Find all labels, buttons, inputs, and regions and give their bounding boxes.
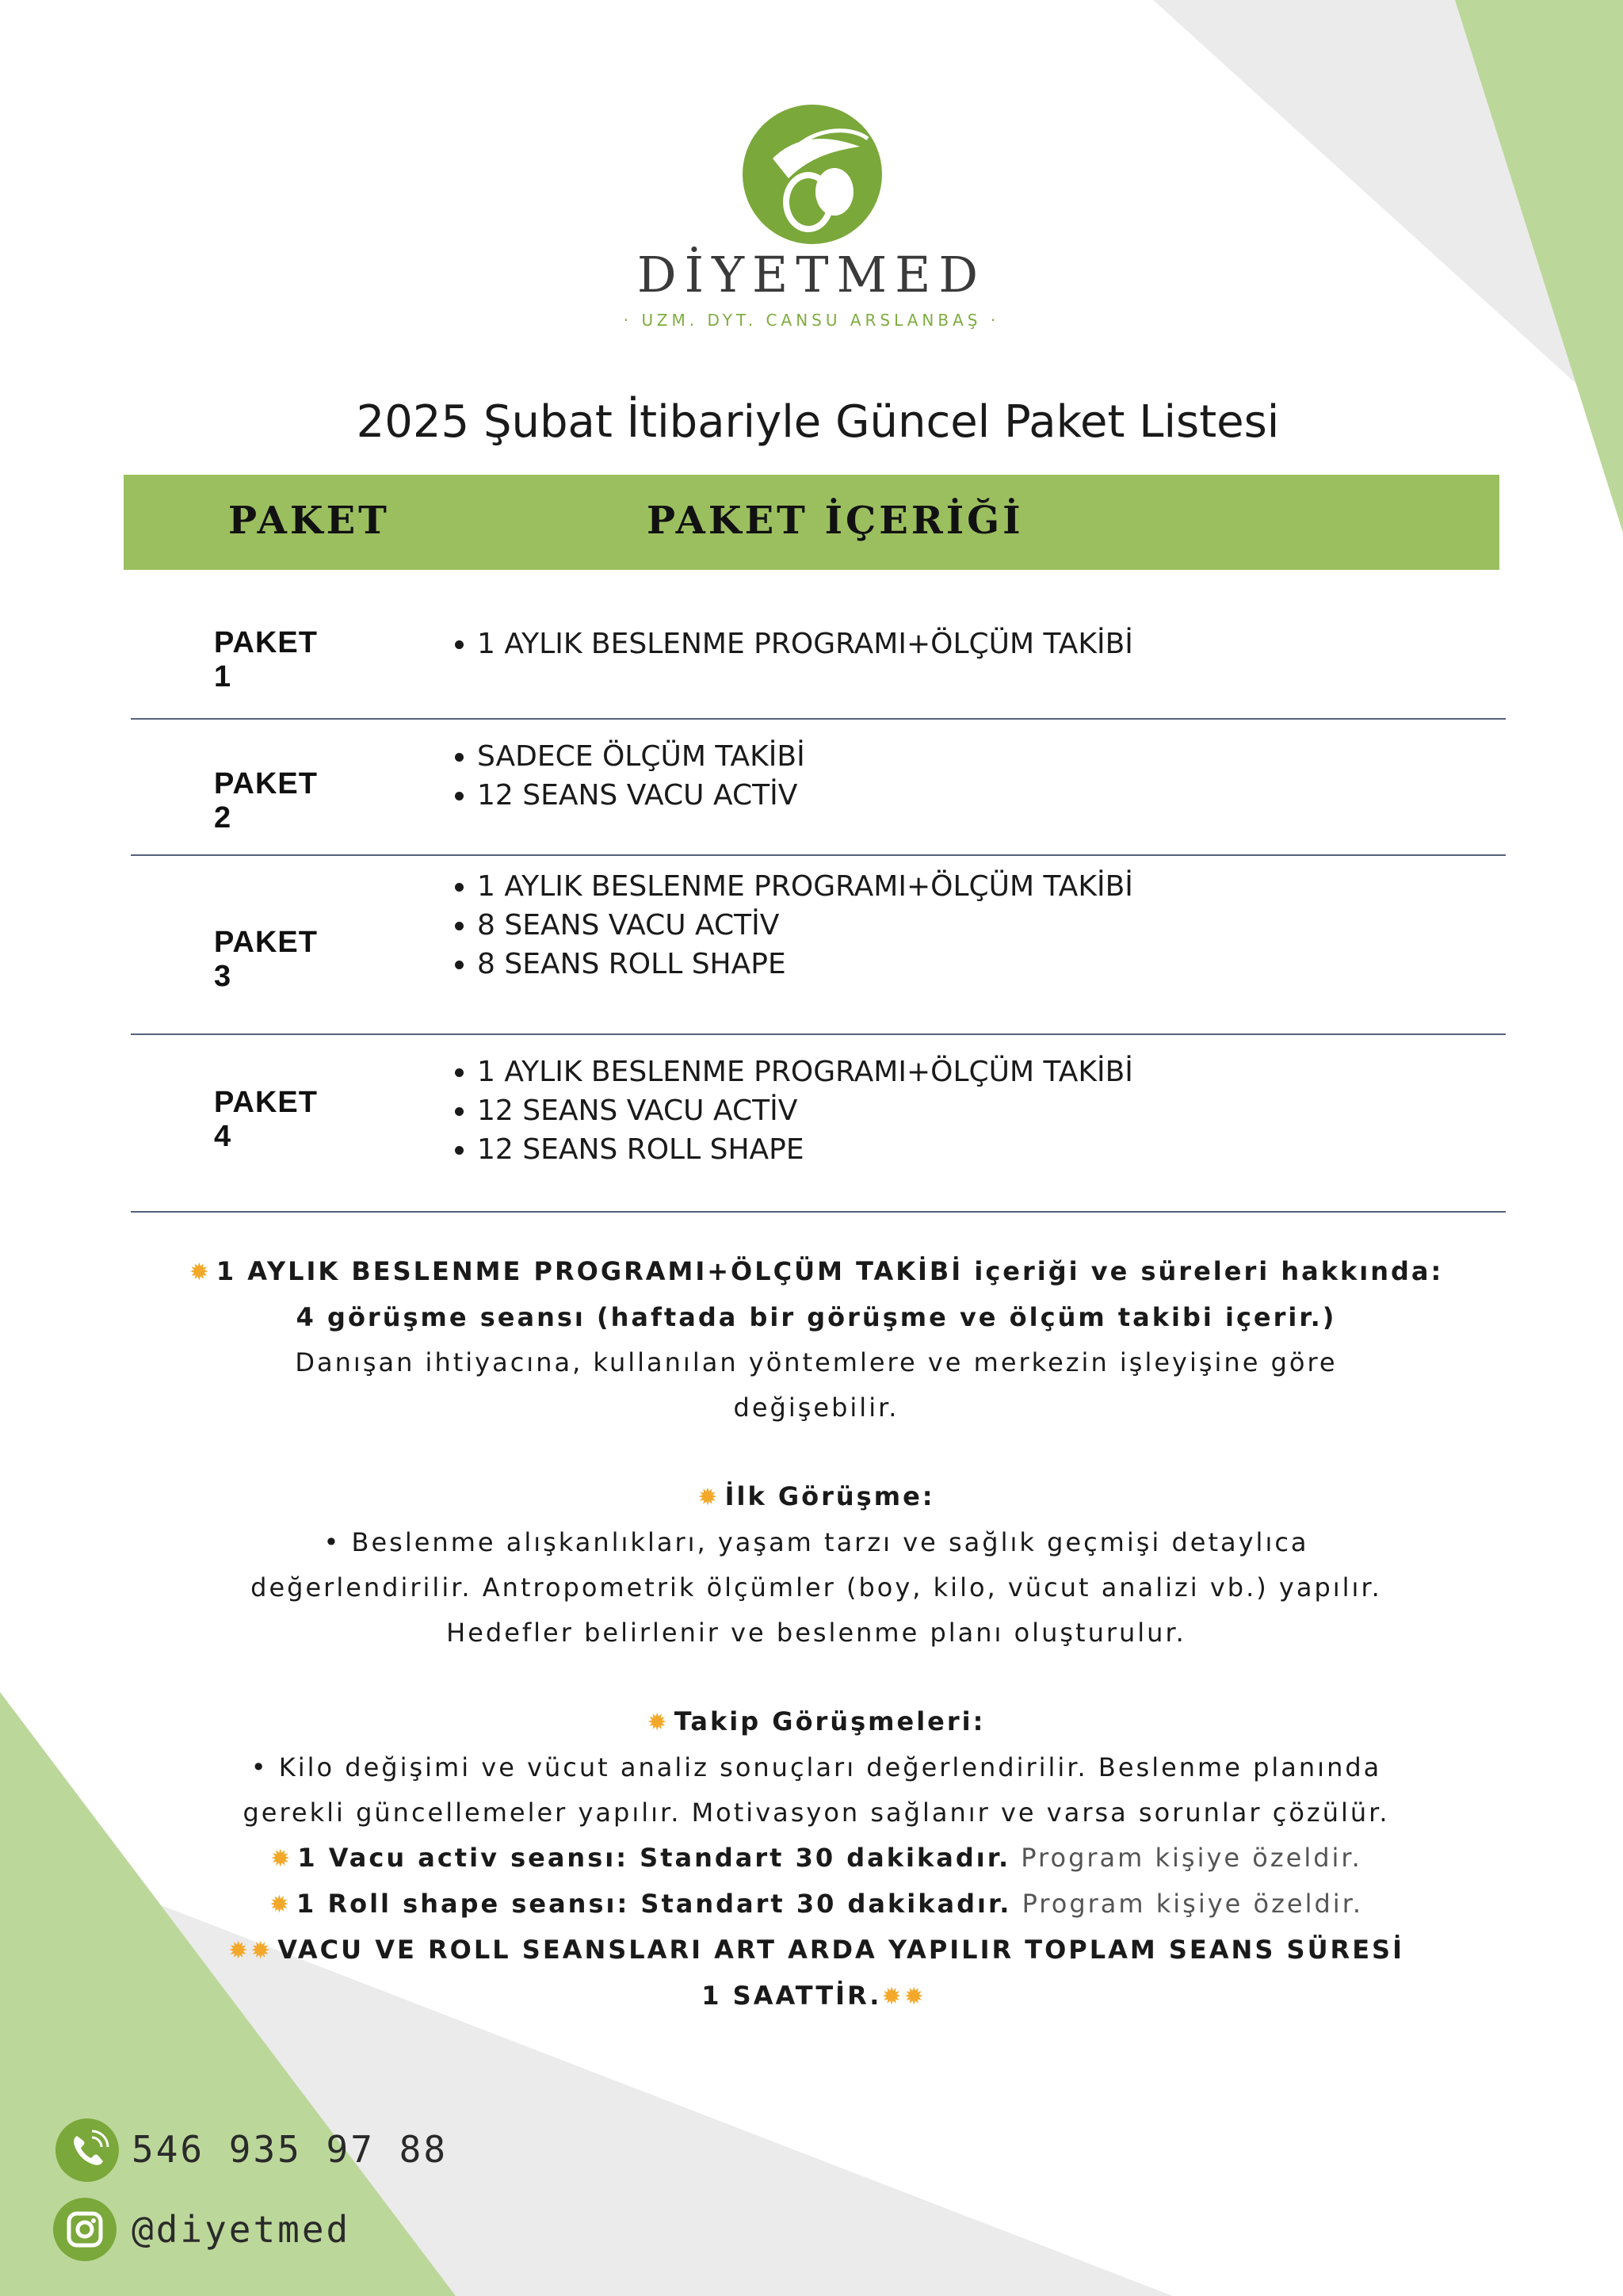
row-items [441,867,1159,984]
row-label: PAKET 3 [214,926,318,993]
combined-session-text: VACU VE ROLL SEANSLARI ART ARDA YAPILIR TOPLAM SEANS SÜRESİ 1 SAATTİR. [277,1935,1404,2011]
vacu-session-text: 1 Vacu activ seansı: Standart 30 dakikadır. [297,1843,1011,1873]
row-label: PAKET 2 [214,767,318,835]
row-items [441,625,1159,663]
star-icon: ✹ [269,1891,292,1919]
first-meeting-info [158,1474,1474,1656]
star-icon: ✹✹ [881,1983,926,2011]
star-icon: ✹ [647,1709,670,1736]
brand-name: DİYETMED [636,246,987,304]
list-item: • 12 SEANS VACU ACTİV [477,776,1159,815]
list-item: • SADECE ÖLÇÜM TAKİBİ [477,737,1159,776]
row-divider [131,1033,1506,1035]
star-icon: ✹ [189,1259,212,1286]
list-item: • 1 AYLIK BESLENME PROGRAMI+ÖLÇÜM TAKİBİ [477,867,1159,906]
followup-text: • Kilo değişimi ve vücut analiz sonuçları değerlendirilir. Beslenme planında gerekli güncellemeler yapılır. Motivasyon sağlanır ve varsa sorunlar çözülür. [242,1752,1390,1828]
program-note: Danışan ihtiyacına, kullanılan yöntemlere ve merkezin işleyişine göre değişebilir. [295,1347,1338,1423]
page-title: 2025 Şubat İtibariyle Güncel Paket Listesi [356,396,1280,448]
vacu-session-note: Program kişiye özeldir. [1021,1843,1362,1873]
first-heading: İlk Görüşme: [724,1481,935,1511]
row-label: PAKET 4 [214,1086,318,1153]
row-divider [131,1211,1506,1213]
program-heading: 1 AYLIK BESLENME PROGRAMI+ÖLÇÜM TAKİBİ içeriği ve süreleri hakkında: [216,1256,1444,1286]
roll-session-text: 1 Roll shape seansı: Standart 30 dakikadır. [296,1889,1012,1919]
roll-session-note: Program kişiye özeldir. [1022,1889,1364,1919]
instagram-handle[interactable]: @diyetmed [132,2208,351,2251]
star-icon: ✹ [270,1845,293,1873]
first-text: • Beslenme alışkanlıkları, yaşam tarzı ve sağlık geçmişi detaylıca değerlendirilir. Antropometrik ölçümler (boy, kilo, vücut analizi vb.) yapılır. Hedefler belirlenir ve beslenme planı oluşturulur. [250,1527,1382,1648]
brand-subtitle: · UZM. DYT. CANSU ARSLANBAŞ · [623,311,1000,330]
list-item: • 1 AYLIK BESLENME PROGRAMI+ÖLÇÜM TAKİBİ [477,1052,1159,1091]
phone-number[interactable]: 546 935 97 88 [132,2128,449,2171]
list-item: • 8 SEANS VACU ACTİV [477,906,1159,945]
followup-heading: Takip Görüşmeleri: [674,1706,986,1736]
row-label: PAKET 1 [214,626,318,693]
list-item: • 12 SEANS VACU ACTİV [477,1091,1159,1130]
row-items [441,1052,1159,1169]
row-divider [131,854,1506,856]
row-divider [131,718,1506,720]
olive-logo-icon [741,103,884,246]
list-item: • 12 SEANS ROLL SHAPE [477,1130,1159,1169]
column-header-paket: PAKET [228,499,390,543]
list-item: • 1 AYLIK BESLENME PROGRAMI+ÖLÇÜM TAKİBİ [477,625,1159,663]
row-items [441,737,1159,815]
followup-info [158,1699,1474,2019]
column-header-paket-icerigi: PAKET İÇERİĞİ [647,499,1024,543]
program-info [158,1249,1474,1431]
star-icon: ✹✹ [228,1937,273,1965]
star-icon: ✹ [697,1484,720,1511]
phone-icon [55,2118,119,2182]
table-header [124,475,1499,570]
program-sessions: 4 görüşme seansı (haftada bir görüşme ve ölçüm takibi içerir.) [296,1302,1337,1332]
instagram-icon [53,2198,116,2261]
list-item: • 8 SEANS ROLL SHAPE [477,945,1159,984]
